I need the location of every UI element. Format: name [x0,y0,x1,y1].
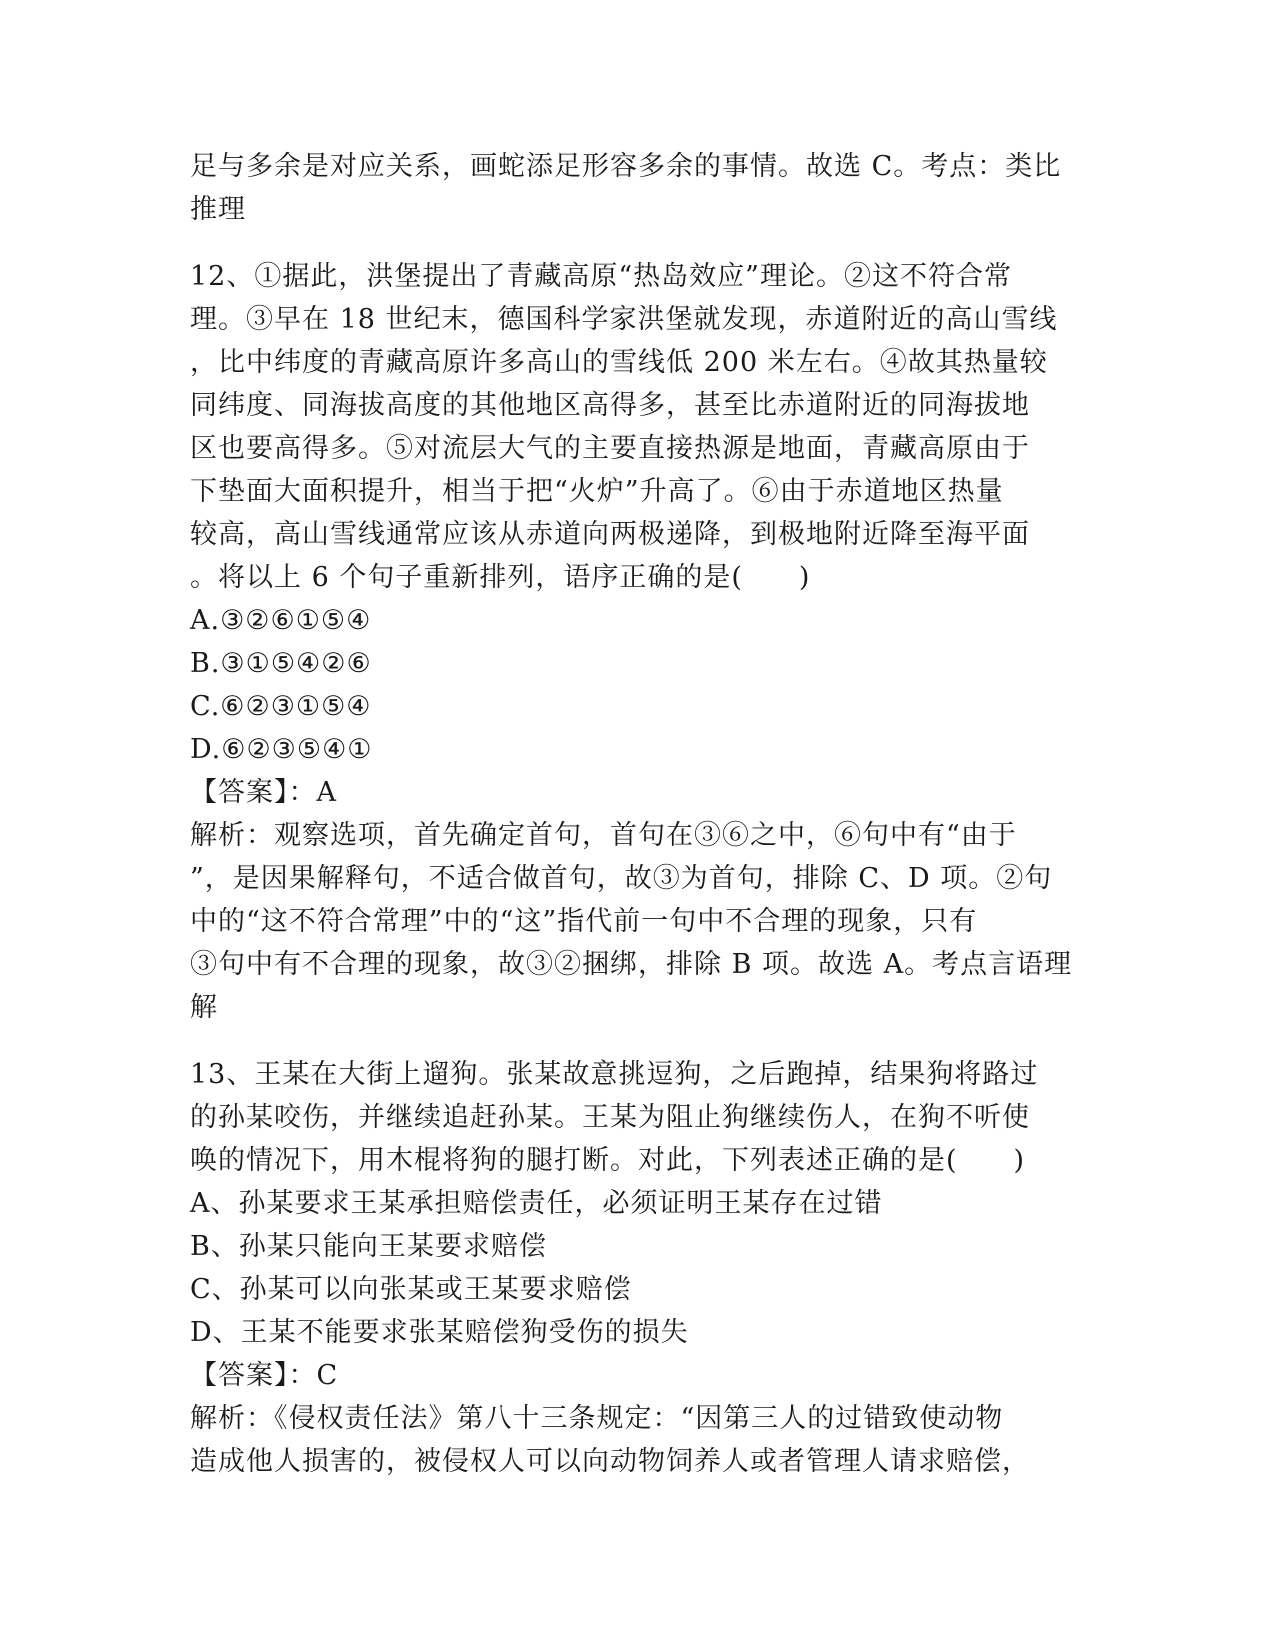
text-line: 同纬度、同海拔高度的其他地区高得多，甚至比赤道附近的同海拔地 [190,390,1030,421]
text-line: 下垫面大面积提升，相当于把“火炉”升高了。⑥由于赤道地区热量 [190,476,1004,507]
text-line: 的孙某咬伤，并继续追赶孙某。王某为阻止狗继续伤人，在狗不听使 [190,1102,1030,1133]
text-line: 。将以上 6 个句子重新排列，语序正确的是( ) [190,562,811,593]
option-b: B.③①⑤④②⑥ [190,648,372,679]
text-line: ③句中有不合理的现象，故③②捆绑，排除 B 项。故选 A。考点言语理 [190,949,1073,980]
question-stem [190,1053,1090,1182]
text-line: 解析：《侵权责任法》第八十三条规定：“因第三人的过错致使动物 [190,1403,1004,1434]
text-line: 区也要高得多。⑤对流层大气的主要直接热源是地面，青藏高原由于 [190,433,1030,464]
text-line: 推理 [190,194,246,225]
document-page [190,145,1090,1483]
option-b: B、孙某只能向王某要求赔偿 [190,1231,547,1262]
option-a: A、孙某要求王某承担赔偿责任，必须证明王某存在过错 [190,1188,883,1219]
option-c: C.⑥②③①⑤④ [190,691,372,722]
text-line: 解 [190,992,218,1023]
answer-key: 【答案】：C [190,1360,339,1391]
question-12 [190,255,1090,1029]
option-a: A.③②⑥①⑤④ [190,605,372,636]
answer-options [190,599,1090,771]
answer-key: 【答案】：A [190,777,337,808]
text-line: 足与多余是对应关系，画蛇添足形容多余的事情。故选 C。考点：类比 [190,151,1062,182]
text-line: 理。③早在 18 世纪末，德国科学家洪堡就发现，赤道附近的高山雪线 [190,304,1058,335]
question-stem [190,255,1090,599]
option-d: D.⑥②③⑤④① [190,734,373,765]
text-line: 中的“这不符合常理”中的“这”指代前一句中不合理的现象，只有 [190,906,978,937]
answer-options [190,1182,1090,1354]
text-line: 13、王某在大街上遛狗。张某故意挑逗狗，之后跑掉，结果狗将路过 [190,1059,1039,1090]
question-13 [190,1053,1090,1483]
previous-analysis-continuation [190,145,1090,231]
text-line: 造成他人损害的，被侵权人可以向动物饲养人或者管理人请求赔偿， [190,1446,1030,1477]
text-line: 唤的情况下，用木棍将狗的腿打断。对此，下列表述正确的是( ) [190,1145,1026,1176]
paragraph-gap [190,231,1090,255]
analysis [190,814,1090,1029]
paragraph-gap [190,1029,1090,1053]
option-c: C、孙某可以向张某或王某要求赔偿 [190,1274,632,1305]
text-line: 较高，高山雪线通常应该从赤道向两极递降，到极地附近降至海平面 [190,519,1030,550]
text-line: 12、①据此，洪堡提出了青藏高原“热岛效应”理论。②这不符合常 [190,261,1012,292]
text-line: 解析：观察选项，首先确定首句，首句在③⑥之中，⑥句中有“由于 [190,820,1017,851]
text-line: ”，是因果解释句，不适合做首句，故③为首句，排除 C、D 项。②句 [190,863,1053,894]
analysis [190,1397,1090,1483]
text-line: ，比中纬度的青藏高原许多高山的雪线低 200 米左右。④故其热量较 [190,347,1048,378]
option-d: D、王某不能要求张某赔偿狗受伤的损失 [190,1317,689,1348]
